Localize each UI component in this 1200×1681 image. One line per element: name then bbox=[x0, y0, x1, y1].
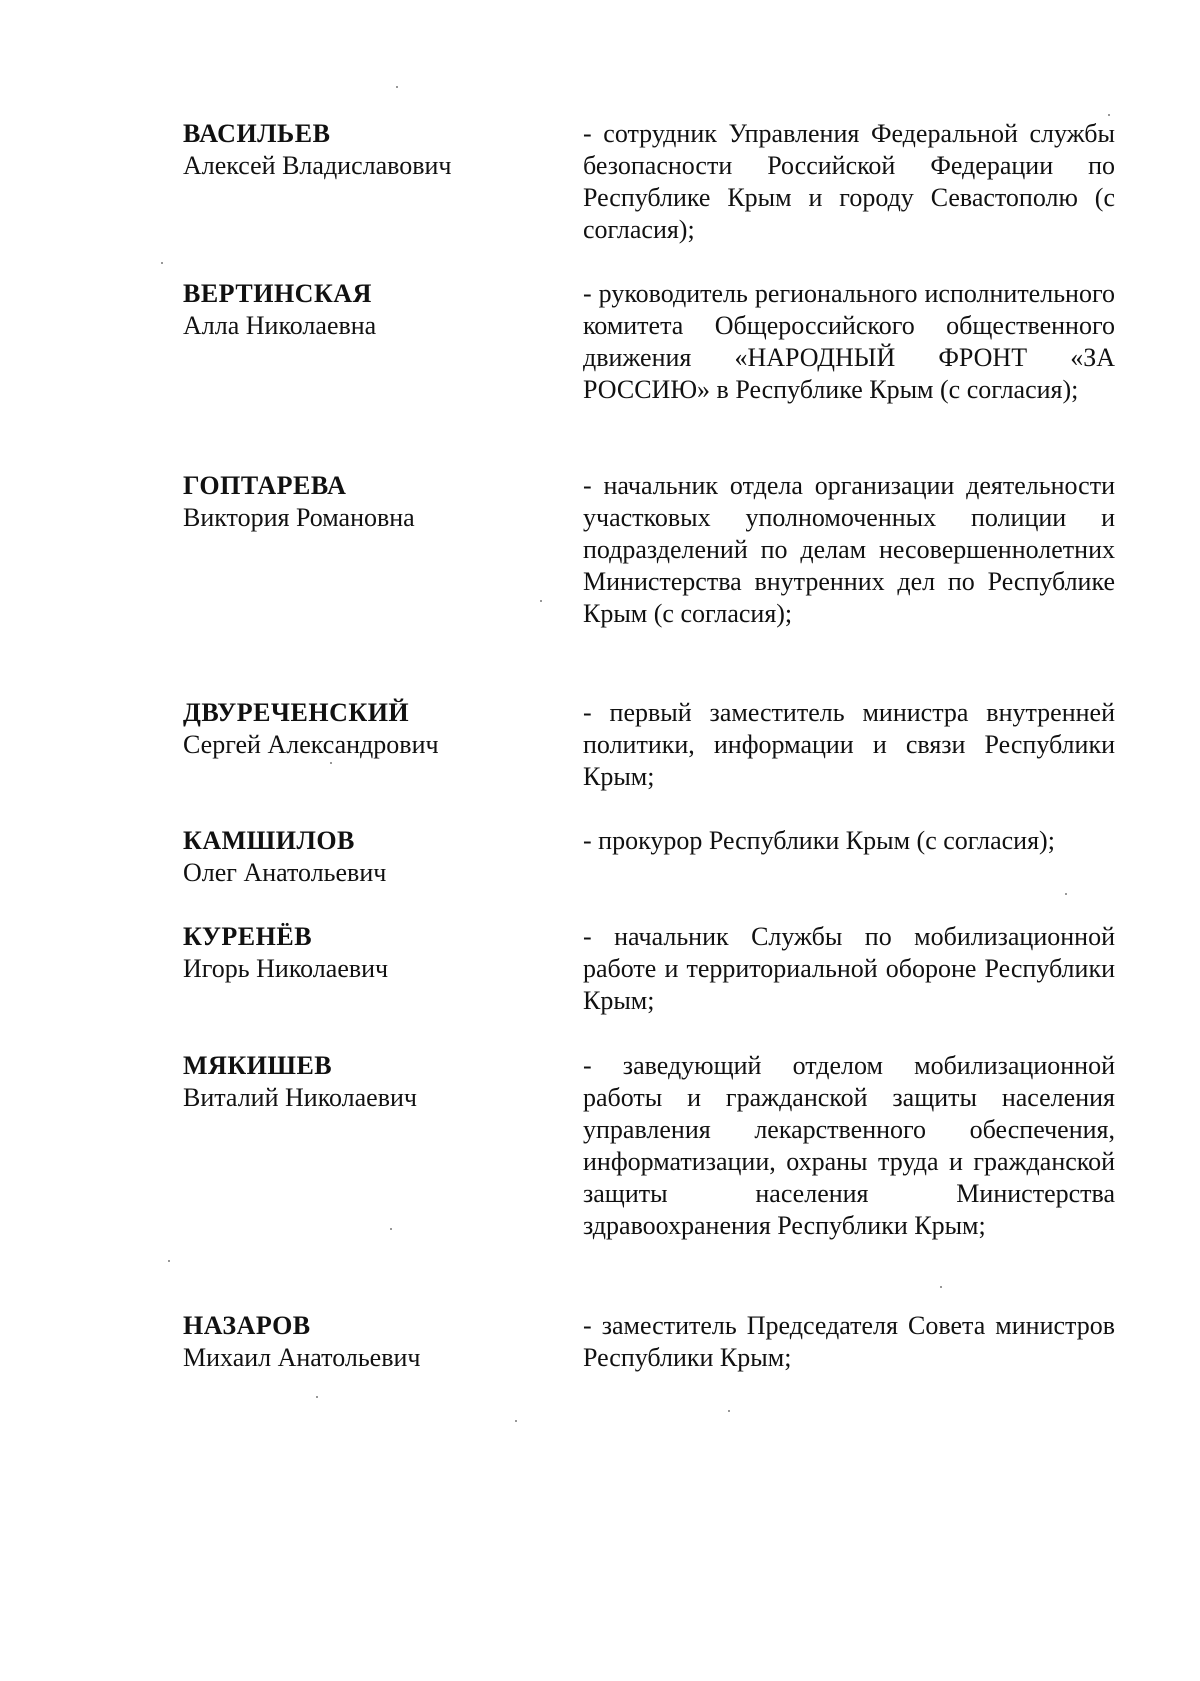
member-name bbox=[183, 118, 543, 182]
scan-speck bbox=[540, 600, 542, 602]
scan-speck bbox=[940, 1286, 942, 1288]
member-given-names: Алла Николаевна bbox=[183, 311, 377, 340]
member-surname: НАЗАРОВ bbox=[183, 1311, 311, 1340]
member-given-names: Сергей Александрович bbox=[183, 730, 439, 759]
member-given-names: Игорь Николаевич bbox=[183, 954, 389, 983]
member-role: - начальник Службы по мобилизационной работе и территориальной обороне Республики Крым; bbox=[583, 922, 1115, 1015]
member-given-names: Олег Анатольевич bbox=[183, 858, 387, 887]
scan-speck bbox=[728, 1410, 730, 1412]
scan-speck bbox=[515, 1420, 517, 1422]
member-surname: КАМШИЛОВ bbox=[183, 826, 355, 855]
member-role: - заместитель Председателя Совета министров Республики Крым; bbox=[583, 1311, 1115, 1372]
scan-speck bbox=[316, 1396, 318, 1398]
member-given-names: Михаил Анатольевич bbox=[183, 1343, 421, 1372]
member-name bbox=[183, 921, 543, 985]
member-name bbox=[183, 697, 543, 761]
member-name bbox=[183, 470, 543, 534]
member-given-names: Виктория Романовна bbox=[183, 503, 415, 532]
member-name bbox=[183, 1050, 543, 1114]
member-role: - прокурор Республики Крым (с согласия); bbox=[583, 826, 1055, 855]
member-surname: МЯКИШЕВ bbox=[183, 1051, 333, 1080]
member-role: - начальник отдела организации деятельности участковых уполномоченных полиции и подразделений по делам несовершеннолетних Министерства внутренних дел по Республике Крым (с согласия); bbox=[583, 471, 1115, 628]
member-given-names: Алексей Владиславович bbox=[183, 151, 452, 180]
scan-speck bbox=[161, 262, 163, 264]
member-role: - первый заместитель министра внутренней политики, информации и связи Республики Крым; bbox=[583, 698, 1115, 791]
scan-speck bbox=[168, 1260, 170, 1262]
member-role: - сотрудник Управления Федеральной службы безопасности Российской Федерации по Республике Крым и городу Севастополю (с согласия); bbox=[583, 119, 1115, 244]
member-given-names: Виталий Николаевич bbox=[183, 1083, 417, 1112]
member-role: - руководитель регионального исполнительного комитета Общероссийского общественного движения «НАРОДНЫЙ ФРОНТ «ЗА РОССИЮ» в Республике Крым (с согласия); bbox=[583, 279, 1115, 404]
member-surname: ДВУРЕЧЕНСКИЙ bbox=[183, 698, 410, 727]
member-surname: КУРЕНЁВ bbox=[183, 922, 313, 951]
scan-speck bbox=[1108, 114, 1110, 116]
scan-speck bbox=[330, 762, 332, 764]
scan-speck bbox=[396, 86, 398, 88]
member-name bbox=[183, 825, 543, 889]
scan-speck bbox=[1065, 893, 1067, 895]
scan-speck bbox=[390, 1228, 392, 1230]
member-surname: ВАСИЛЬЕВ bbox=[183, 119, 331, 148]
member-surname: ВЕРТИНСКАЯ bbox=[183, 279, 372, 308]
member-name bbox=[183, 1310, 543, 1374]
member-name bbox=[183, 278, 543, 342]
member-surname: ГОПТАРЕВА bbox=[183, 471, 347, 500]
member-role: - заведующий отделом мобилизационной работы и гражданской защиты населения управления лекарственного обеспечения, информатизации, охраны труда и гражданской защиты населения Министерства здравоохранения Республики Крым; bbox=[583, 1051, 1115, 1240]
